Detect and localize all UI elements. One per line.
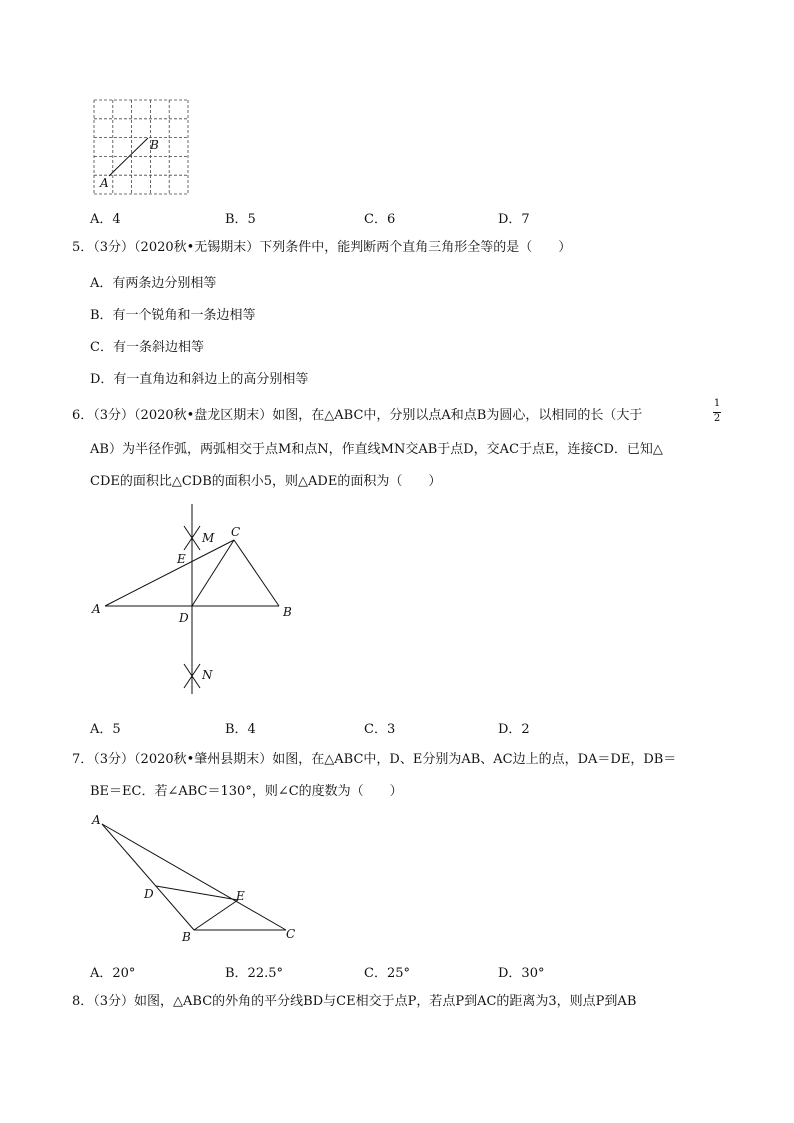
q4-option-c[interactable]: C．6 — [364, 212, 396, 227]
label-a: A — [92, 813, 101, 827]
label-b: B — [182, 930, 191, 944]
q6-option-d[interactable]: D．2 — [498, 722, 530, 737]
q6-fraction-numerator: 1 — [713, 398, 721, 409]
q8-stem-line1: 8．（3分）如图，△ABC的外角的平分线BD与CE相交于点P，若点P到AC的距离为3，则点P到AB — [72, 994, 637, 1009]
label-b: B — [150, 138, 159, 152]
q7-option-c[interactable]: C．25° — [364, 966, 410, 981]
label-e: E — [236, 889, 245, 903]
q7-stem-line1: 7．（3分）（2020秋•肇州县期末）如图，在△ABC中，D、E分别为AB、AC边上的点，DA＝DE，DB＝ — [72, 752, 677, 767]
q4-option-d[interactable]: D．7 — [498, 212, 530, 227]
label-m: M — [202, 531, 215, 545]
label-c: C — [286, 927, 296, 941]
q6-stem-line2: AB）为半径作弧，两弧相交于点M和点N，作直线MN交AB于点D，交AC于点E，连接CD．已知△ — [90, 442, 663, 457]
q6-stem-line1: 6．（3分）（2020秋•盘龙区期末）如图，在△ABC中，分别以点A和点B为圆心，以相同的长（大于 — [72, 408, 643, 423]
q5-stem: 5．（3分）（2020秋•无锡期末）下列条件中，能判断两个直角三角形全等的是（ ） — [72, 240, 572, 255]
segment-ab — [109, 138, 148, 176]
q7-option-a[interactable]: A．20° — [90, 966, 136, 981]
q7-option-d[interactable]: D．30° — [498, 966, 545, 981]
q6-stem-line3: CDE的面积比△CDB的面积小5，则△ADE的面积为（ ） — [90, 474, 442, 489]
q5-choice-c[interactable]: C．有一条斜边相等 — [90, 340, 204, 355]
label-a: A — [100, 176, 109, 190]
q5-choice-d[interactable]: D．有一直角边和斜边上的高分别相等 — [90, 372, 309, 387]
q4-grid-figure — [88, 94, 198, 198]
q6-option-c[interactable]: C．3 — [364, 722, 396, 737]
label-n: N — [202, 668, 213, 682]
q7-option-b[interactable]: B．22.5° — [225, 966, 283, 981]
q5-choice-a[interactable]: A．有两条边分别相等 — [90, 276, 217, 291]
q7-stem-line2: BE＝EC．若∠ABC＝130°，则∠C的度数为（ ） — [90, 784, 403, 799]
q6-option-a[interactable]: A．5 — [90, 722, 121, 737]
label-b: B — [283, 605, 292, 619]
q4-option-b[interactable]: B．5 — [225, 212, 256, 227]
q7-triangle-figure — [88, 812, 308, 946]
q6-option-b[interactable]: B．4 — [225, 722, 256, 737]
q6-triangle-figure — [88, 502, 308, 698]
label-d: D — [179, 611, 189, 625]
label-c: C — [231, 525, 241, 539]
q5-choice-b[interactable]: B．有一个锐角和一条边相等 — [90, 308, 256, 323]
label-d: D — [144, 887, 154, 901]
label-e: E — [177, 552, 186, 566]
q4-option-a[interactable]: A．4 — [90, 212, 121, 227]
q6-fraction-denominator: 2 — [713, 413, 721, 424]
label-a: A — [92, 602, 101, 616]
